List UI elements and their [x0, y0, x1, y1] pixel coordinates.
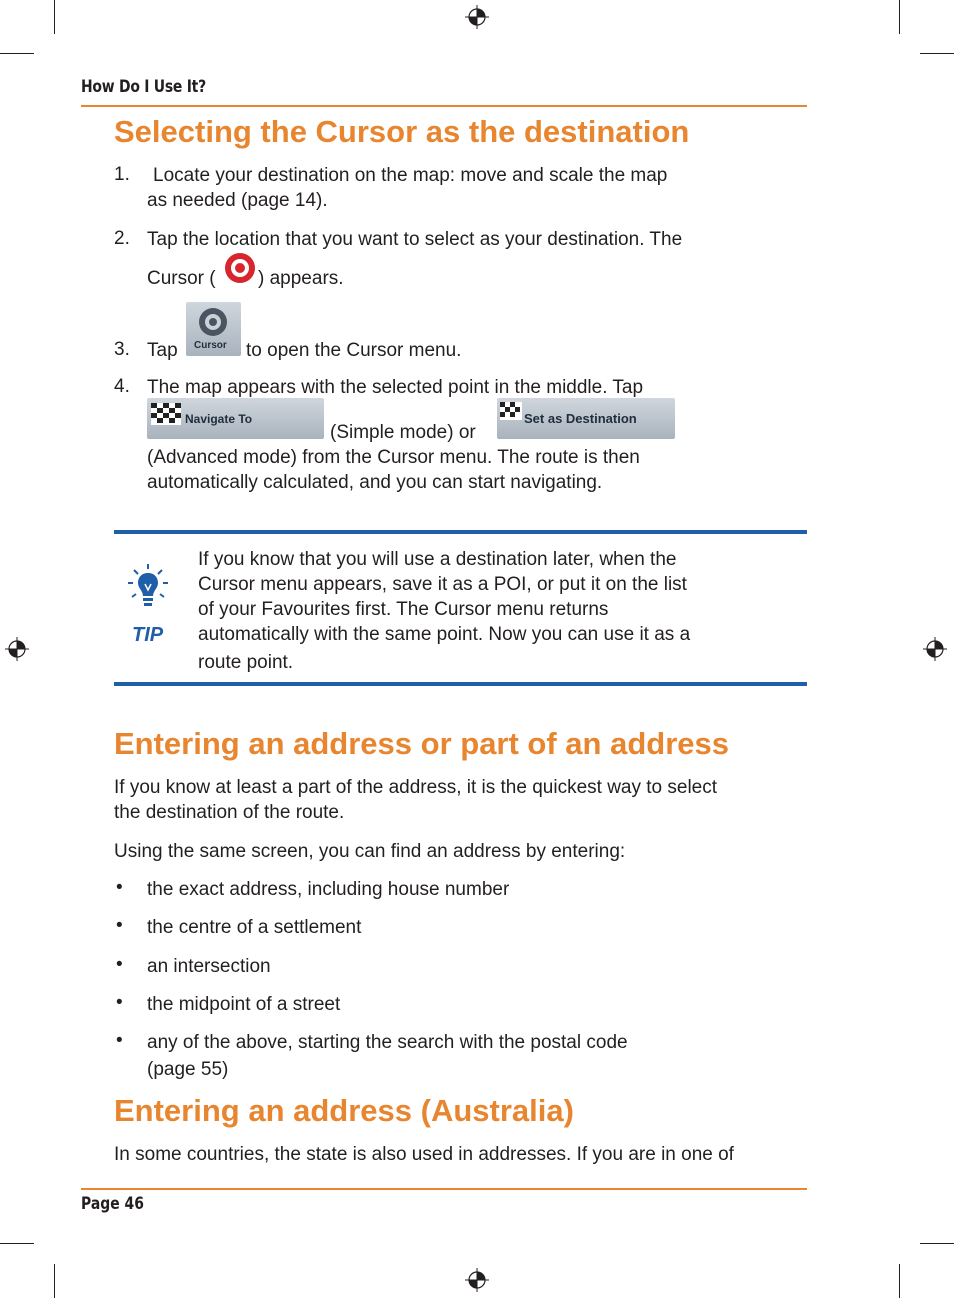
registration-mark-icon [4, 636, 30, 662]
registration-mark-icon [922, 636, 948, 662]
list-item: the centre of a settlement [147, 917, 362, 938]
step-number: 2. [114, 228, 130, 249]
tip-text: Cursor menu appears, save it as a POI, or put it on the list [198, 574, 687, 595]
tip-rule-top [114, 530, 807, 534]
checkered-flag-icon [500, 402, 522, 420]
step-text: Tap the location that you want to select as your destination. The [147, 229, 683, 250]
navigate-to-button [147, 398, 324, 439]
section-heading: Selecting the Cursor as the destination [114, 114, 690, 149]
crop-mark [899, 1264, 900, 1298]
paragraph: the destination of the route. [114, 802, 345, 823]
registration-mark-icon [464, 1267, 490, 1293]
cursor-target-icon [223, 251, 257, 285]
tip-text: route point. [198, 652, 294, 673]
step-text: ) appears. [258, 268, 344, 289]
header-rule [81, 105, 807, 107]
step-text: Tap [147, 340, 178, 361]
navigate-to-label: Navigate To [185, 412, 253, 426]
crop-mark [0, 53, 34, 54]
crop-mark [920, 53, 954, 54]
step-number: 1. [114, 164, 130, 185]
bullet-marker: • [116, 954, 123, 975]
bullet-marker: • [116, 915, 123, 936]
crop-mark [899, 0, 900, 34]
crop-mark [54, 1264, 55, 1298]
tip-text: of your Favourites first. The Cursor menu returns [198, 599, 609, 620]
crop-mark [0, 1243, 34, 1244]
set-as-destination-button [497, 398, 675, 439]
list-item: any of the above, starting the search with the postal code [147, 1032, 628, 1053]
step-text: (Simple mode) or [330, 422, 476, 443]
list-item: an intersection [147, 956, 271, 977]
tip-label: TIP [132, 624, 164, 646]
crop-mark [54, 0, 55, 34]
step-text: as needed (page 14). [147, 190, 328, 211]
registration-mark-icon [464, 4, 490, 30]
step-text: to open the Cursor menu. [246, 340, 462, 361]
step-number: 3. [114, 339, 130, 360]
footer-rule [81, 1188, 807, 1190]
step-text: automatically calculated, and you can start navigating. [147, 472, 603, 493]
section-heading: Entering an address (Australia) [114, 1093, 574, 1128]
tip-text: If you know that you will use a destination later, when the [198, 549, 677, 570]
section-heading: Entering an address or part of an address [114, 726, 729, 761]
bullet-marker: • [116, 992, 123, 1013]
running-header: How Do I Use It? [81, 77, 206, 97]
step-text: The map appears with the selected point in the middle. Tap [147, 377, 644, 398]
checkered-flag-icon [151, 403, 181, 425]
bullet-marker: • [116, 1030, 123, 1051]
tip-text: automatically with the same point. Now you can use it as a [198, 624, 691, 645]
tip-rule-bottom [114, 682, 807, 686]
paragraph: If you know at least a part of the address, it is the quickest way to select [114, 777, 718, 798]
page-number: Page 46 [81, 1194, 144, 1214]
step-text: Cursor ( [147, 268, 216, 289]
lightbulb-icon [128, 564, 168, 612]
list-item: (page 55) [147, 1059, 229, 1080]
crop-mark [920, 1243, 954, 1244]
set-as-destination-label: Set as Destination [524, 411, 637, 426]
step-number: 4. [114, 376, 130, 397]
cursor-button-label: Cursor [194, 340, 227, 351]
list-item: the midpoint of a street [147, 994, 341, 1015]
step-text: Locate your destination on the map: move and scale the map [153, 165, 668, 186]
list-item: the exact address, including house number [147, 879, 510, 900]
paragraph: In some countries, the state is also used in addresses. If you are in one of [114, 1144, 734, 1165]
bullet-marker: • [116, 877, 123, 898]
cursor-target-icon [197, 306, 229, 338]
cursor-button [186, 302, 241, 356]
step-text: (Advanced mode) from the Cursor menu. The route is then [147, 447, 640, 468]
paragraph: Using the same screen, you can find an address by entering: [114, 841, 626, 862]
